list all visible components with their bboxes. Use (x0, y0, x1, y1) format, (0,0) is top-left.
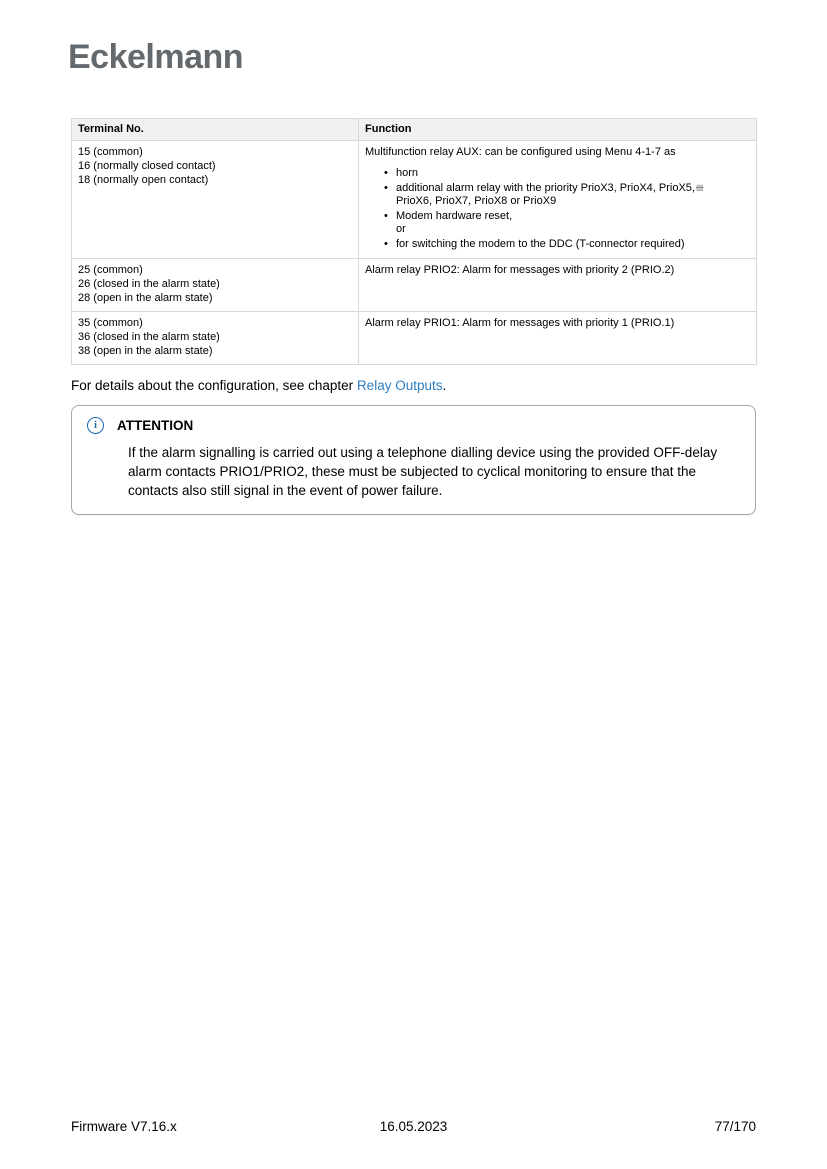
bullet-text: for switching the modem to the DDC (T-connector required) (396, 238, 685, 250)
bullet-text-line: additional alarm relay with the priority PrioX3, PrioX4, PrioX5, (396, 182, 695, 194)
terminal-line: 36 (closed in the alarm state) (78, 331, 220, 343)
bullet-text-line: Modem hardware reset, (396, 210, 513, 222)
column-header-function: Function (359, 119, 757, 141)
bullet-icon: • (384, 167, 388, 179)
bullet-text (396, 182, 750, 208)
table-header-row (72, 119, 757, 141)
terminal-line: 16 (normally closed contact) (78, 160, 216, 172)
list-item (384, 238, 750, 251)
list-item (384, 182, 750, 208)
missing-glyph-icon: ▨ (695, 183, 704, 192)
bullet-icon: • (384, 238, 388, 250)
page-footer (71, 1119, 756, 1134)
terminal-function-table (71, 118, 757, 365)
configuration-note (71, 377, 756, 394)
bullet-icon: • (384, 210, 388, 222)
function-bullet-list (365, 167, 750, 251)
note-prefix: For details about the configuration, see chapter (71, 378, 357, 393)
attention-header (87, 417, 739, 434)
terminal-line: 35 (common) (78, 317, 143, 329)
table-row (72, 312, 757, 365)
terminal-line: 38 (open in the alarm state) (78, 345, 213, 357)
footer-page-number: 77/170 (714, 1119, 756, 1134)
eckelmann-logo: Eckelmann (68, 38, 244, 76)
note-suffix: . (442, 378, 447, 393)
attention-title: ATTENTION (117, 418, 194, 433)
terminal-line: 15 (common) (78, 146, 143, 158)
relay-outputs-link[interactable]: Relay Outputs (356, 378, 443, 393)
terminal-line: 18 (normally open contact) (78, 174, 209, 186)
function-cell: Alarm relay PRIO1: Alarm for messages with priority 1 (PRIO.1) (359, 312, 757, 365)
bullet-text: horn (396, 167, 419, 179)
terminal-line: 26 (closed in the alarm state) (78, 278, 220, 290)
function-intro: Multifunction relay AUX: can be configured using Menu 4-1-7 as (365, 146, 676, 158)
page-content (71, 118, 756, 515)
list-item (384, 167, 750, 180)
terminal-cell (72, 312, 359, 365)
attention-body-text: If the alarm signalling is carried out using a telephone dialling device using the provided OFF-delay alarm contacts PRIO1/PRIO2, these must be subjected to cyclical monitoring to ensure that the contacts also still signal in the event of power failure. (128, 445, 718, 498)
footer-date: 16.05.2023 (379, 1119, 448, 1134)
terminal-cell (72, 259, 359, 312)
function-cell (359, 141, 757, 259)
terminal-cell (72, 141, 359, 259)
terminal-line: 28 (open in the alarm state) (78, 292, 213, 304)
bullet-icon: • (384, 182, 388, 194)
table-row (72, 141, 757, 259)
attention-callout (71, 405, 756, 515)
footer-firmware-version: Firmware V7.16.x (71, 1119, 177, 1134)
table-row (72, 259, 757, 312)
bullet-text-line: or (396, 223, 406, 235)
list-item (384, 210, 750, 236)
bullet-text (396, 210, 750, 236)
function-cell: Alarm relay PRIO2: Alarm for messages with priority 2 (PRIO.2) (359, 259, 757, 312)
terminal-line: 25 (common) (78, 264, 143, 276)
info-circle-icon: i (87, 417, 104, 434)
column-header-terminal: Terminal No. (72, 119, 359, 141)
bullet-text-line: PrioX6, PrioX7, PrioX8 or PrioX9 (396, 195, 557, 207)
